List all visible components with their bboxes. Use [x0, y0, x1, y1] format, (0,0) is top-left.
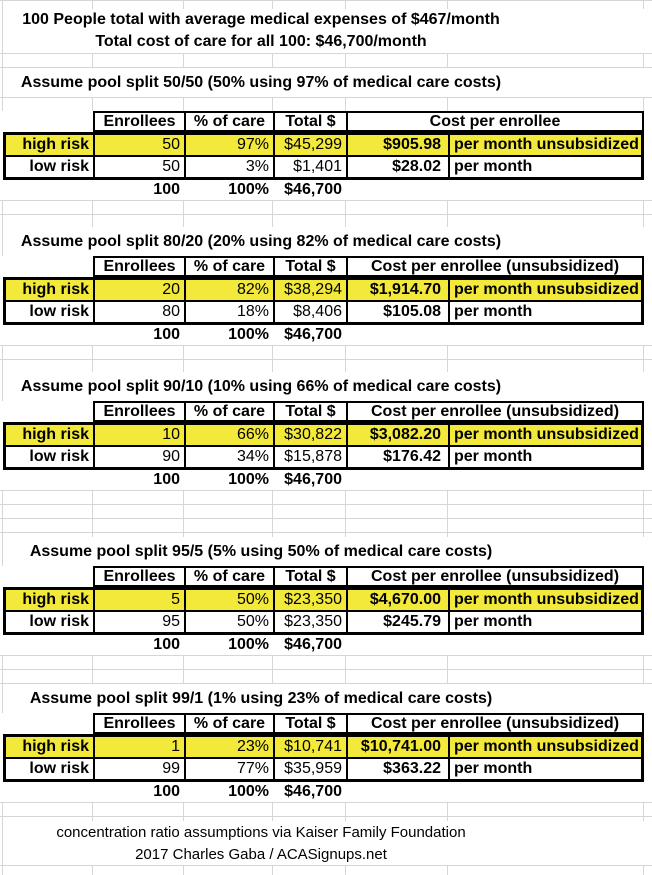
- table-body: [3, 132, 644, 180]
- cell-note: per month unsubsidized: [448, 737, 641, 757]
- cell-pct-of-care: 50%: [184, 590, 273, 610]
- totals-spacer: [3, 470, 93, 490]
- low-risk-row: [6, 757, 641, 779]
- totals-row: [3, 470, 644, 490]
- totals-row: [3, 325, 644, 345]
- cell-total: $35,959: [273, 759, 346, 779]
- header-box: [93, 566, 644, 587]
- header-box: [93, 111, 644, 132]
- cell-total: $30,822: [273, 425, 346, 445]
- cell-pct-of-care: 23%: [184, 737, 273, 757]
- cell-enrollees: 1: [93, 737, 184, 757]
- row-label: high risk: [22, 136, 89, 153]
- header-spacer: [3, 566, 93, 587]
- col-header-total: Total $: [273, 568, 346, 585]
- table-body: [3, 422, 644, 470]
- totals-spacer: [3, 180, 93, 200]
- sheet-title-line2-text: Total cost of care for all 100: $46,700/month: [95, 33, 427, 50]
- row-label: low risk: [29, 613, 89, 630]
- header-box: [93, 256, 644, 277]
- section-title-99-1: [0, 684, 652, 713]
- cell-total: $23,350: [273, 590, 346, 610]
- table-header-row: [3, 566, 644, 587]
- cell-pct-of-care: 66%: [184, 425, 273, 445]
- cell-enrollees: 90: [93, 447, 184, 467]
- totals-row: [3, 180, 644, 200]
- cell-pct-of-care: 50%: [184, 612, 273, 632]
- cell-note: per month: [448, 302, 641, 322]
- grid-gap: [0, 97, 652, 111]
- grid-gap: [0, 655, 652, 684]
- section-title-text: Assume pool split 99/1 (1% using 23% of medical care costs): [29, 689, 493, 707]
- cell-note: per month: [448, 612, 641, 632]
- grid-gap: [0, 802, 652, 821]
- section-title-90-10: [0, 372, 652, 401]
- section-title-text: Assume pool split 80/20 (20% using 82% of medical care costs): [20, 232, 502, 250]
- cell-cost: $1,914.70: [346, 280, 448, 300]
- sheet-title-line1: [0, 9, 652, 31]
- totals-enrollees: 100: [153, 783, 180, 800]
- pool-table-90-10: [3, 401, 644, 490]
- col-header-pct-of-care: % of care: [184, 568, 273, 585]
- sheet-title-line2: [0, 31, 652, 53]
- col-header-pct-of-care: % of care: [184, 258, 273, 275]
- high-risk-row: [6, 425, 641, 445]
- totals-spacer: [3, 325, 93, 345]
- cell-enrollees: 10: [93, 425, 184, 445]
- footer-attribution: [0, 821, 652, 843]
- cell-pct-of-care: 18%: [184, 302, 273, 322]
- header-spacer: [3, 256, 93, 277]
- low-risk-row: [6, 155, 641, 177]
- cell-cost: $105.08: [346, 302, 448, 322]
- totals-enrollees: 100: [153, 636, 180, 653]
- cell-enrollees: 5: [93, 590, 184, 610]
- cell-note: per month: [448, 759, 641, 779]
- totals-pct: 100%: [228, 636, 269, 653]
- totals-enrollees: 100: [153, 471, 180, 488]
- col-header-total: Total $: [273, 715, 346, 732]
- table-header-row: [3, 401, 644, 422]
- cell-enrollees: 80: [93, 302, 184, 322]
- header-spacer: [3, 713, 93, 734]
- header-box: [93, 401, 644, 422]
- row-label: high risk: [22, 738, 89, 755]
- header-spacer: [3, 111, 93, 132]
- cell-enrollees: 95: [93, 612, 184, 632]
- cell-pct-of-care: 82%: [184, 280, 273, 300]
- footer-credit-text: 2017 Charles Gaba / ACASignups.net: [135, 845, 387, 863]
- section-title-text: Assume pool split 50/50 (50% using 97% of medical care costs): [20, 73, 502, 91]
- row-label: low risk: [29, 158, 89, 175]
- cell-total: $15,878: [273, 447, 346, 467]
- low-risk-row: [6, 610, 641, 632]
- col-header-pct-of-care: % of care: [184, 715, 273, 732]
- totals-total: $46,700: [284, 636, 342, 653]
- col-header-enrollees: Enrollees: [103, 568, 176, 585]
- row-label: high risk: [22, 591, 89, 608]
- high-risk-row: [6, 280, 641, 300]
- pool-table-80-20: [3, 256, 644, 345]
- low-risk-row: [6, 445, 641, 467]
- cell-enrollees: 50: [93, 135, 184, 155]
- totals-row: [3, 782, 644, 802]
- cell-total: $1,401: [273, 157, 346, 177]
- cell-total: $10,741: [273, 737, 346, 757]
- cell-cost: $363.22: [346, 759, 448, 779]
- cell-cost: $10,741.00: [346, 737, 448, 757]
- section-title-95-5: [0, 537, 652, 566]
- footer-credit: [0, 843, 652, 865]
- col-header-cost-per-enrollee: Cost per enrollee: [346, 113, 642, 130]
- cell-cost: $4,670.00: [346, 590, 448, 610]
- cell-note: per month: [448, 157, 641, 177]
- sheet-title-line1-text: 100 People total with average medical expenses of $467/month: [22, 11, 500, 28]
- row-label: low risk: [29, 303, 89, 320]
- totals-row: [3, 635, 644, 655]
- high-risk-row: [6, 737, 641, 757]
- row-label: low risk: [29, 760, 89, 777]
- grid-gap: [0, 0, 652, 9]
- high-risk-row: [6, 590, 641, 610]
- cell-cost: $3,082.20: [346, 425, 448, 445]
- col-header-enrollees: Enrollees: [103, 403, 176, 420]
- col-header-total: Total $: [273, 258, 346, 275]
- col-header-enrollees: Enrollees: [103, 715, 176, 732]
- totals-pct: 100%: [228, 181, 269, 198]
- cell-note: per month unsubsidized: [448, 280, 641, 300]
- col-header-cost-per-enrollee: Cost per enrollee (unsubsidized): [346, 403, 642, 420]
- cell-note: per month unsubsidized: [448, 135, 641, 155]
- cell-pct-of-care: 3%: [184, 157, 273, 177]
- cell-cost: $28.02: [346, 157, 448, 177]
- totals-pct: 100%: [228, 326, 269, 343]
- cell-note: per month unsubsidized: [448, 590, 641, 610]
- totals-total: $46,700: [284, 471, 342, 488]
- col-header-cost-per-enrollee: Cost per enrollee (unsubsidized): [346, 715, 642, 732]
- col-header-total: Total $: [273, 403, 346, 420]
- col-header-pct-of-care: % of care: [184, 113, 273, 130]
- grid-gap: [0, 200, 652, 227]
- totals-total: $46,700: [284, 783, 342, 800]
- table-header-row: [3, 713, 644, 734]
- footer-attribution-text: concentration ratio assumptions via Kaiser Family Foundation: [56, 823, 466, 841]
- col-header-pct-of-care: % of care: [184, 403, 273, 420]
- col-header-total: Total $: [273, 113, 346, 130]
- table-body: [3, 277, 644, 325]
- cell-cost: $176.42: [346, 447, 448, 467]
- header-spacer: [3, 401, 93, 422]
- pool-table-95-5: [3, 566, 644, 655]
- cell-enrollees: 20: [93, 280, 184, 300]
- cell-total: $8,406: [273, 302, 346, 322]
- row-label: high risk: [22, 281, 89, 298]
- row-label: low risk: [29, 448, 89, 465]
- totals-enrollees: 100: [153, 326, 180, 343]
- totals-spacer: [3, 782, 93, 802]
- cell-total: $45,299: [273, 135, 346, 155]
- col-header-cost-per-enrollee: Cost per enrollee (unsubsidized): [346, 258, 642, 275]
- header-box: [93, 713, 644, 734]
- cell-enrollees: 99: [93, 759, 184, 779]
- grid-gap: [0, 490, 652, 537]
- col-header-enrollees: Enrollees: [103, 113, 176, 130]
- high-risk-row: [6, 135, 641, 155]
- totals-pct: 100%: [228, 783, 269, 800]
- section-title-text: Assume pool split 90/10 (10% using 66% of medical care costs): [20, 377, 502, 395]
- cell-total: $23,350: [273, 612, 346, 632]
- col-header-enrollees: Enrollees: [103, 258, 176, 275]
- totals-enrollees: 100: [153, 181, 180, 198]
- row-label: high risk: [22, 426, 89, 443]
- cell-pct-of-care: 97%: [184, 135, 273, 155]
- cell-note: per month: [448, 447, 641, 467]
- grid-gap: [0, 865, 652, 875]
- section-title-80-20: [0, 227, 652, 256]
- low-risk-row: [6, 300, 641, 322]
- cell-cost: $245.79: [346, 612, 448, 632]
- cell-cost: $905.98: [346, 135, 448, 155]
- section-title-text: Assume pool split 95/5 (5% using 50% of medical care costs): [29, 542, 493, 560]
- totals-total: $46,700: [284, 326, 342, 343]
- cell-enrollees: 50: [93, 157, 184, 177]
- grid-gap: [0, 53, 652, 68]
- cell-note: per month unsubsidized: [448, 425, 641, 445]
- grid-gap: [0, 345, 652, 372]
- cell-total: $38,294: [273, 280, 346, 300]
- pool-table-50-50: [3, 111, 644, 200]
- table-header-row: [3, 256, 644, 277]
- table-body: [3, 734, 644, 782]
- section-title-50-50: [0, 68, 652, 97]
- table-header-row: [3, 111, 644, 132]
- pool-table-99-1: [3, 713, 644, 802]
- table-body: [3, 587, 644, 635]
- col-header-cost-per-enrollee: Cost per enrollee (unsubsidized): [346, 568, 642, 585]
- totals-total: $46,700: [284, 181, 342, 198]
- totals-pct: 100%: [228, 471, 269, 488]
- totals-spacer: [3, 635, 93, 655]
- cell-pct-of-care: 34%: [184, 447, 273, 467]
- cell-pct-of-care: 77%: [184, 759, 273, 779]
